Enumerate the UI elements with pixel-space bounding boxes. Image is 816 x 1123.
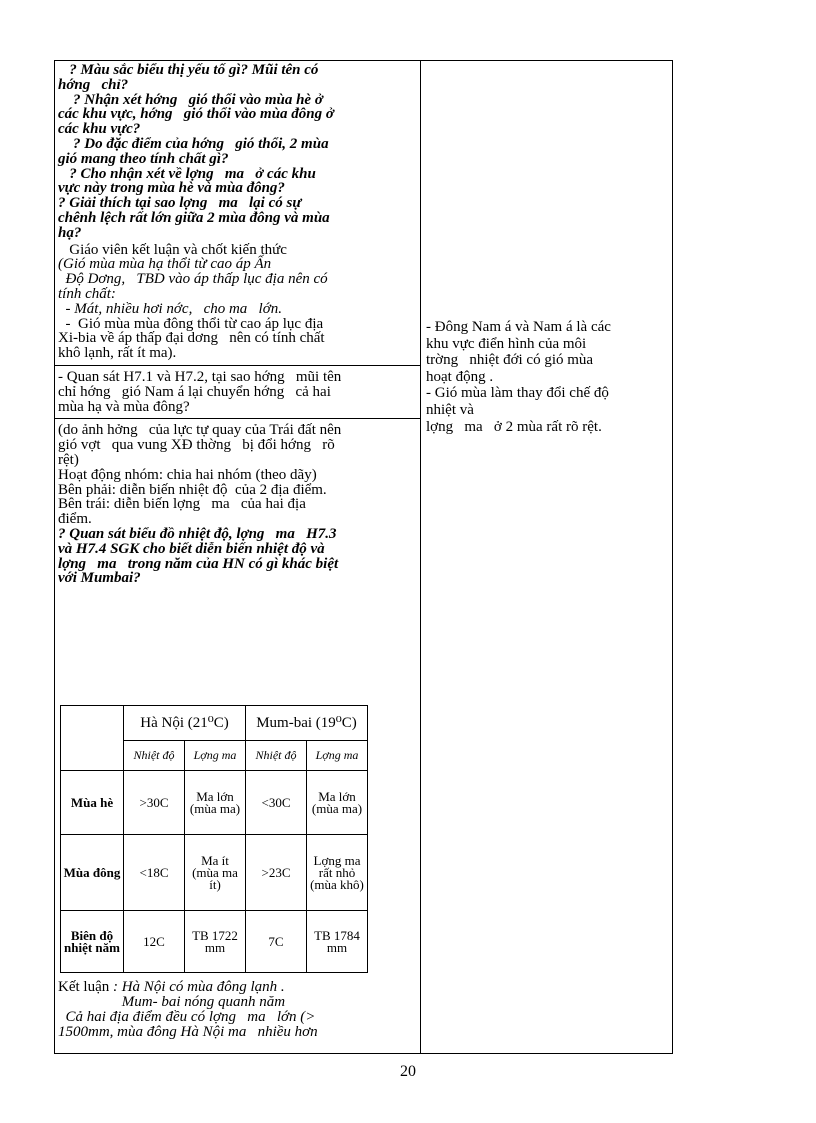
page-number: 20: [400, 1063, 416, 1080]
column-divider: [420, 60, 421, 1054]
cell: >23C: [246, 835, 307, 911]
teacher-conclusion: Giáo viên kết luận và chốt kiến thức (Gió mùa mùa hạ thổi từ cao áp Ấn Độ Dơng, TBD vào áp thấp lục địa nên có tính chất: - Mát, nhiều hơi nớc, cho ma lớn. - Gió mùa mùa đông thổi từ cao áp lục địa Xi-bia về áp thấp đại dơng nên có tính chất khô lạnh, rất ít ma).: [58, 241, 328, 362]
question-block-1: ? Màu sắc biểu thị yếu tố gì? Mũi tên có hớng chỉ? ? Nhận xét hớng gió thổi vào mùa hè ở các khu vực, hớng gió thổi vào mùa đông ở các khu vực? ? Do đặc điểm của hớng gió thổi, 2 mùa gió mang theo tính chất gì? ? Cho nhận xét về lợng ma ở các khu vực này trong mùa hè và mùa đông? ? Giải thích tại sao lợng ma lại có sự chênh lệch rất lớn giữa 2 mùa đông và mùa hạ?: [58, 62, 334, 241]
row-label: Biên độ nhiệt năm: [61, 911, 124, 973]
climate-comparison-table: [60, 705, 368, 973]
cell: >30C: [124, 771, 185, 835]
subheader-rainfall: Lợng ma: [307, 740, 368, 770]
student-content-column: - Đông Nam á và Nam á là các khu vực điển hình của môi trờng nhiệt đới có gió mùa hoạt động . - Gió mùa làm thay đổi chế độ nhiệt và lợng ma ở 2 mùa rất rõ rệt.: [426, 319, 611, 435]
cell: <30C: [246, 771, 307, 835]
row-label: Mùa đông: [61, 835, 124, 911]
subheader-rainfall: Lợng ma: [185, 740, 246, 770]
table-corner-cell: [61, 706, 124, 771]
table-row: [61, 911, 368, 973]
separator: [54, 365, 420, 366]
mumbai-header: Mum-bai (19⁰C): [246, 706, 368, 741]
separator: [54, 418, 420, 419]
row-label: Mùa hè: [61, 771, 124, 835]
cell: TB 1722 mm: [185, 911, 246, 973]
question-block-3: - Quan sát H7.1 và H7.2, tại sao hớng mũi tên chỉ hớng gió Nam á lại chuyển hớng cả hai mùa hạ và mùa đông?: [58, 368, 342, 415]
table-row: [61, 835, 368, 911]
hanoi-header: Hà Nội (21⁰C): [124, 706, 246, 741]
cell: 12C: [124, 911, 185, 973]
question-block-5: ? Quan sát biểu đồ nhiệt độ, lợng ma H7.3 và H7.4 SGK cho biết diễn biến nhiệt độ và lợng ma trong năm của HN có gì khác biệt với Mumbai?: [58, 525, 339, 587]
cell: Ma ít (mùa ma ít): [185, 835, 246, 911]
conclusion-block: Kết luận : Hà Nội có mùa đông lạnh . Mum- bai nóng quanh năm Cả hai địa điểm đều có lợng ma lớn (> 1500mm, mùa đông Hà Nội ma nhiều hơn: [58, 979, 318, 1040]
table-row: [61, 771, 368, 835]
cell: TB 1784 mm: [307, 911, 368, 973]
cell: Ma lớn (mùa ma): [185, 771, 246, 835]
cell: Ma lớn (mùa ma): [307, 771, 368, 835]
cell: Lợng ma rất nhỏ (mùa khô): [307, 835, 368, 911]
subheader-temperature: Nhiệt độ: [246, 740, 307, 770]
activity-block: (do ảnh hởng của lực tự quay của Trái đất nên gió vợt qua vung XĐ thờng bị đổi hớng rõ rệt) Hoạt động nhóm: chia hai nhóm (theo dãy) Bên phải: diễn biến nhiệt độ của 2 địa điểm. Bên trái: diễn biến lợng ma của hai địa điểm.: [58, 422, 342, 528]
conclusion-label: Kết luận: [58, 979, 110, 995]
cell: <18C: [124, 835, 185, 911]
subheader-temperature: Nhiệt độ: [124, 740, 185, 770]
teacher-activity-column: [58, 63, 416, 586]
cell: 7C: [246, 911, 307, 973]
